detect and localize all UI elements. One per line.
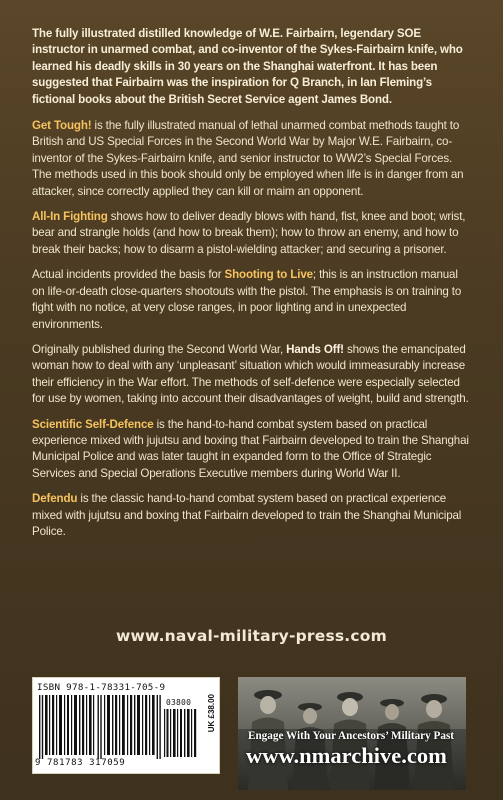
paragraph-text: shows the emancipated woman how to deal with any ‘unpleasant’ situation which would immeasurably increase their efficiency in the War effort. The methods of self-defence were especially selected for use by women, taking into account their disadvantages of weight, build and strength.: [32, 342, 469, 406]
paragraph-shooting-to-live: [32, 267, 472, 333]
paragraph-hands-off: [32, 342, 472, 408]
paragraph-text: is the classic hand-to-hand combat system based on practical experience mixed with jujutsu and boxing that Fairbairn developed to train the Shanghai Municipal Police.: [32, 492, 462, 538]
paragraph-text: Originally published during the Second World War,: [32, 342, 287, 356]
paragraph-text: shows how to deliver deadly blows with hand, fist, knee and boot; wrist, bear and strangle holds (and how to break them); how to throw an enemy, and how to break their backs; how to disarm a pistol-wielding attacker; and securing a prisoner.: [32, 210, 466, 256]
paragraph-text: is the hand-to-hand combat system based on practical experience mixed with jujutsu and boxing that Fairbairn developed to train the Shanghai Municipal Police and was later taught in expanded form to the Office of Strategic Services and Special Operations Executive members during World War II.: [32, 417, 469, 480]
blurb-text: [32, 26, 472, 549]
paragraph-all-in-fighting: [32, 209, 472, 258]
addon-digits: 03800: [166, 698, 192, 707]
title-defendu: Defendu: [32, 492, 78, 506]
title-all-in-fighting: All-In Fighting: [32, 210, 108, 224]
paragraph-text: Actual incidents provided the basis for: [32, 268, 225, 282]
title-hands-off: Hands Off!: [286, 342, 344, 356]
paragraph-scientific-self-defence: [32, 417, 472, 483]
title-scientific-self-defence: Scientific Self-Defence: [32, 417, 154, 431]
title-get-tough: Get Tough!: [32, 119, 92, 133]
publisher-website[interactable]: www.naval-military-press.com: [116, 627, 387, 645]
paragraph-defendu: [32, 491, 472, 540]
price-label: UK £38.00: [207, 694, 216, 733]
intro-paragraph: The fully illustrated distilled knowledge of W.E. Fairbairn, legendary SOE instructor in unarmed combat, and co-inventor of the Sykes-Fairbairn knife, who learned his deadly skills in 30 years on the Shanghai waterfront. It has been suggested that Fairbairn was the inspiration for Q Branch, in Ian Fleming’s fictional books about the British Secret Service agent James Bond.: [32, 27, 463, 106]
paragraph-get-tough: [32, 118, 472, 200]
barcode-bars: [39, 695, 161, 759]
isbn-barcode: [32, 677, 220, 774]
addon-barcode-bars: [164, 709, 198, 757]
title-shooting-to-live: Shooting to Live: [224, 268, 313, 282]
archive-url[interactable]: www.nmarchive.com: [246, 743, 447, 768]
paragraph-text: ; this is an instruction manual on life-or-death close-quarters shootouts with the pistol. The emphasis is on training to fight with no notice, at very close ranges, in poor lighting and in unexpected environments.: [32, 268, 462, 331]
archive-tagline: Engage With Your Ancestors’ Military Past: [248, 730, 455, 742]
isbn-label: ISBN 978-1-78331-705-9: [37, 682, 166, 693]
barcode-digits: 9 781783 317059: [35, 758, 126, 768]
paragraph-text: is the fully illustrated manual of lethal unarmed combat methods taught to British and US Special Forces in the Second World War by Major W.E. Fairbairn, co-inventor of the Sykes-Fairbairn knife, and senior instructor to WW2’s Special Forces. The methods used in this book should only be employed when life is in danger from an attacker, since correctly applied they can kill or maim an opponent.: [32, 119, 464, 198]
